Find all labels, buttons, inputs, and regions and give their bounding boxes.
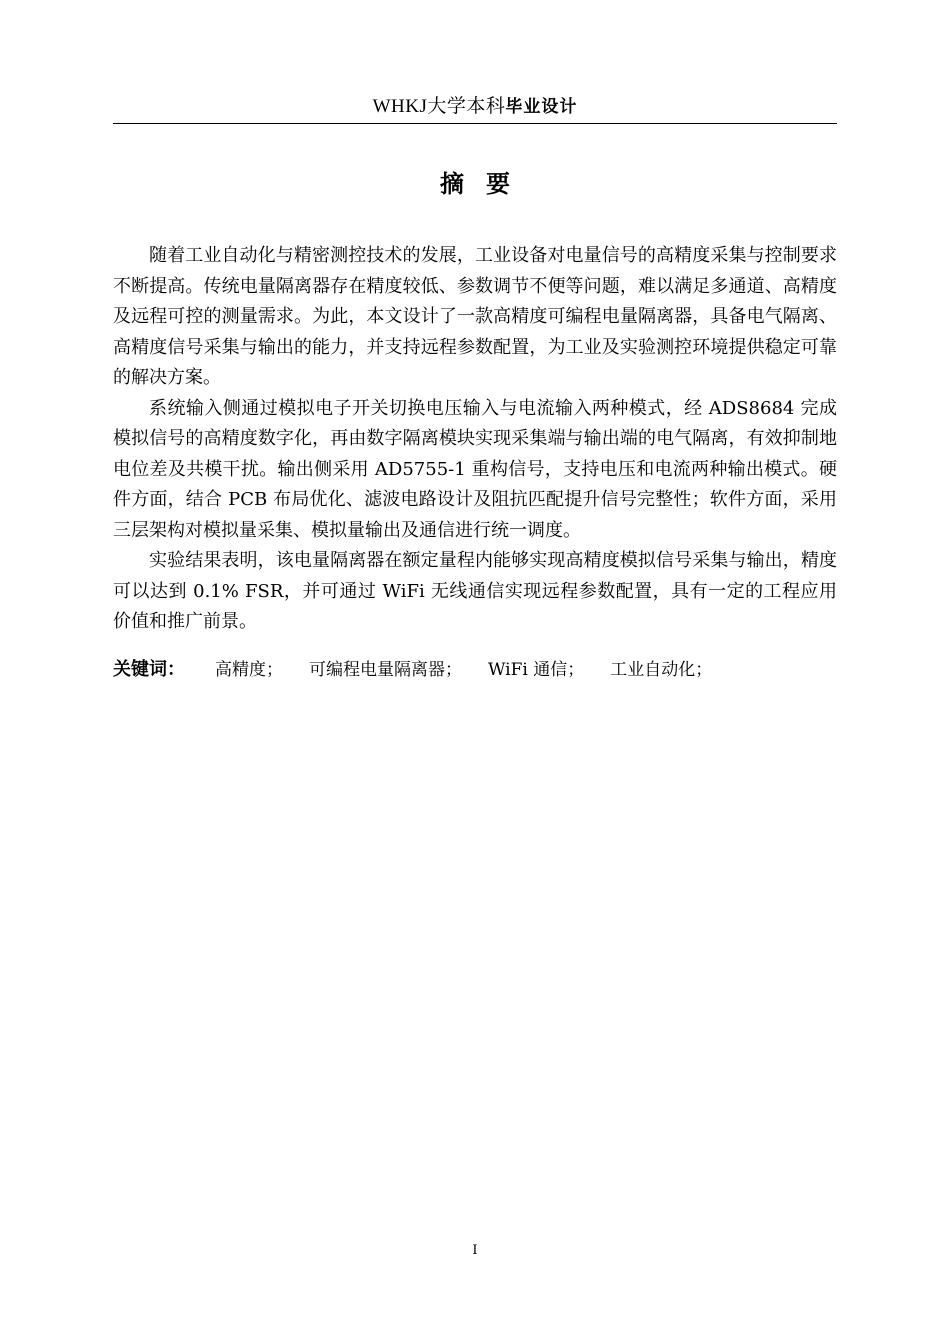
abstract-paragraph-3: 实验结果表明，该电量隔离器在额定量程内能够实现高精度模拟信号采集与输出，精度可以达到 0.1% FSR，并可通过 WiFi 无线通信实现远程参数配置，具有一定的工程应用价值和推广前景。: [113, 550, 837, 632]
abstract-body: [113, 241, 837, 638]
abstract-paragraph-2: 系统输入侧通过模拟电子开关切换电压输入与电流输入两种模式，经 ADS8684 完成模拟信号的高精度数字化，再由数字隔离模块实现采集端与输出端的电气隔离，有效抑制地电位差及共模干扰。输出侧采用 AD5755-1 重构信号，支持电压和电流两种输出模式。硬件方面，结合 PCB 布局优化、滤波电路设计及阻抗匹配提升信号完整性；软件方面，采用三层架构对模拟量采集、模拟量输出及通信进行统一调度。: [113, 397, 837, 541]
keyword-item: 可编程电量隔离器；: [309, 660, 462, 680]
keyword-item: WiFi 通信；: [488, 660, 585, 680]
keyword-item: 高精度；: [215, 660, 283, 680]
header-school-name: WHKJ大学本科: [372, 96, 506, 117]
running-header: [113, 92, 837, 121]
header-document-type: 毕业设计: [505, 97, 578, 117]
abstract-paragraph-1: 随着工业自动化与精密测控技术的发展，工业设备对电量信号的高精度采集与控制要求不断提高。传统电量隔离器存在精度较低、参数调节不便等问题，难以满足多通道、高精度及远程可控的测量需求。为此，本文设计了一款高精度可编程电量隔离器，具备电气隔离、高精度信号采集与输出的能力，并支持远程参数配置，为工业及实验测控环境提供稳定可靠的解决方案。: [113, 245, 837, 388]
abstract-title: 摘要: [440, 170, 532, 198]
keyword-item: 工业自动化；: [610, 660, 713, 680]
keywords-label: 关键词：: [113, 659, 185, 680]
page-number: I: [472, 1243, 478, 1258]
keywords-line: [113, 655, 837, 685]
header-divider: [113, 123, 837, 124]
